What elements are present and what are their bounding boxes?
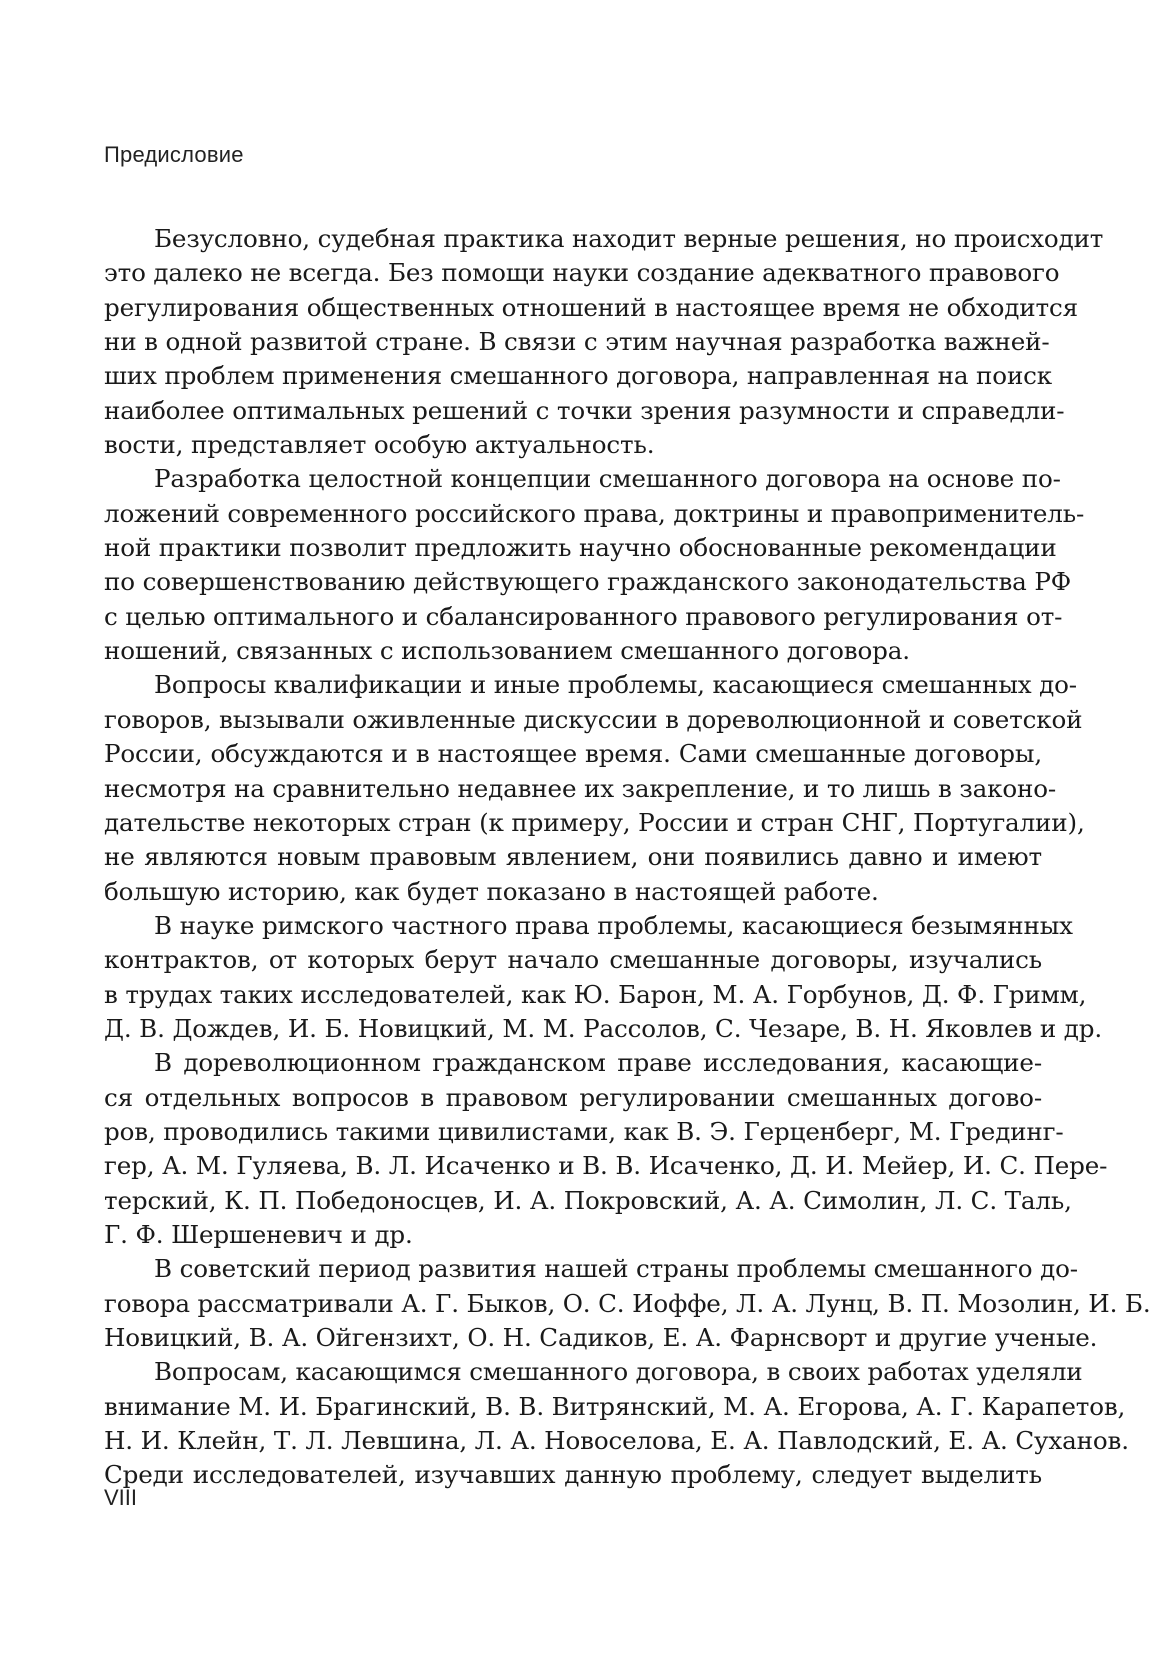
text-line: с целью оптимального и сбалансированного правового регулирования от- xyxy=(104,601,1063,631)
text-line: России, обсуждаются и в настоящее время. Сами смешанные договоры, xyxy=(104,739,1042,769)
text-line: В дореволюционном гражданском праве исследования, касающие- xyxy=(154,1048,1042,1078)
text-line: не являются новым правовым явлением, они появились давно и имеют xyxy=(104,842,1042,872)
text-line: В советский период развития нашей страны проблемы смешанного до- xyxy=(154,1254,1078,1284)
text-line: наиболее оптимальных решений с точки зрения разумности и справедли- xyxy=(104,395,1065,425)
page-number: VIII xyxy=(104,1485,138,1510)
text-line: контрактов, от которых берут начало смешанные договоры, изучались xyxy=(104,945,1042,975)
text-line: несмотря на сравнительно недавнее их закрепление, и то лишь в законо- xyxy=(104,773,1057,803)
text-line: в трудах таких исследователей, как Ю. Барон, М. А. Горбунов, Д. Ф. Гримм, xyxy=(104,979,1087,1009)
text-line: вости, представляет особую актуальность. xyxy=(104,430,655,460)
text-line: Г. Ф. Шершеневич и др. xyxy=(104,1219,413,1249)
text-line: Д. В. Дождев, И. Б. Новицкий, М. М. Рассолов, С. Чезаре, В. Н. Яковлев и др. xyxy=(104,1013,1103,1043)
text-line: Н. И. Клейн, Т. Л. Левшина, Л. А. Новоселова, Е. А. Павлодский, Е. А. Суханов. xyxy=(104,1426,1129,1456)
text-line: говоров, вызывали оживленные дискуссии в дореволюционной и советской xyxy=(104,704,1083,734)
text-line: регулирования общественных отношений в настоящее время не обходится xyxy=(104,292,1078,322)
text-line: В науке римского частного права проблемы, касающиеся безымянных xyxy=(154,910,1073,940)
text-line: ни в одной развитой стране. В связи с этим научная разработка важней- xyxy=(104,327,1050,357)
text-line: дательстве некоторых стран (к примеру, России и стран СНГ, Португалии), xyxy=(104,807,1085,837)
text-line: Вопросам, касающимся смешанного договора, в своих работах уделяли xyxy=(154,1357,1083,1387)
text-line: ношений, связанных с использованием смешанного договора. xyxy=(104,636,910,666)
text-line: большую историю, как будет показано в настоящей работе. xyxy=(104,876,879,906)
text-line: терский, К. П. Победоносцев, И. А. Покровский, А. А. Симолин, Л. С. Таль, xyxy=(104,1185,1072,1215)
text-line: ров, проводились такими цивилистами, как В. Э. Герценберг, М. Грединг- xyxy=(104,1116,1064,1146)
text-line: говора рассматривали А. Г. Быков, О. С. Иоффе, Л. А. Лунц, В. П. Мозолин, И. Б. xyxy=(104,1288,1151,1318)
running-head: Предисловие xyxy=(104,142,244,167)
text-line: ся отдельных вопросов в правовом регулировании смешанных догово- xyxy=(104,1082,1042,1112)
text-line: по совершенствованию действующего гражданского законодательства РФ xyxy=(104,567,1072,597)
text-line: Вопросы квалификации и иные проблемы, касающиеся смешанных до- xyxy=(154,670,1077,700)
text-line: ложений современного российского права, доктрины и правоприменитель- xyxy=(104,498,1085,528)
body-text xyxy=(104,222,1151,1493)
text-line: Безусловно, судебная практика находит верные решения, но происходит xyxy=(154,224,1104,253)
text-line: гер, А. М. Гуляева, В. Л. Исаченко и В. В. Исаченко, Д. И. Мейер, И. С. Пере- xyxy=(104,1151,1108,1181)
text-line: ной практики позволит предложить научно обоснованные рекомендации xyxy=(104,533,1057,563)
text-line: Разработка целостной концепции смешанного договора на основе по- xyxy=(154,464,1061,494)
text-line: Новицкий, В. А. Ойгензихт, О. Н. Садиков, Е. А. Фарнсворт и другие ученые. xyxy=(104,1323,1098,1352)
text-line: внимание М. И. Брагинский, В. В. Витрянский, М. А. Егорова, А. Г. Карапетов, xyxy=(104,1391,1126,1421)
text-line: Среди исследователей, изучавших данную проблему, следует выделить xyxy=(104,1460,1042,1490)
text-line: это далеко не всегда. Без помощи науки создание адекватного правового xyxy=(104,258,1060,288)
text-line: ших проблем применения смешанного договора, направленная на поиск xyxy=(104,361,1053,391)
